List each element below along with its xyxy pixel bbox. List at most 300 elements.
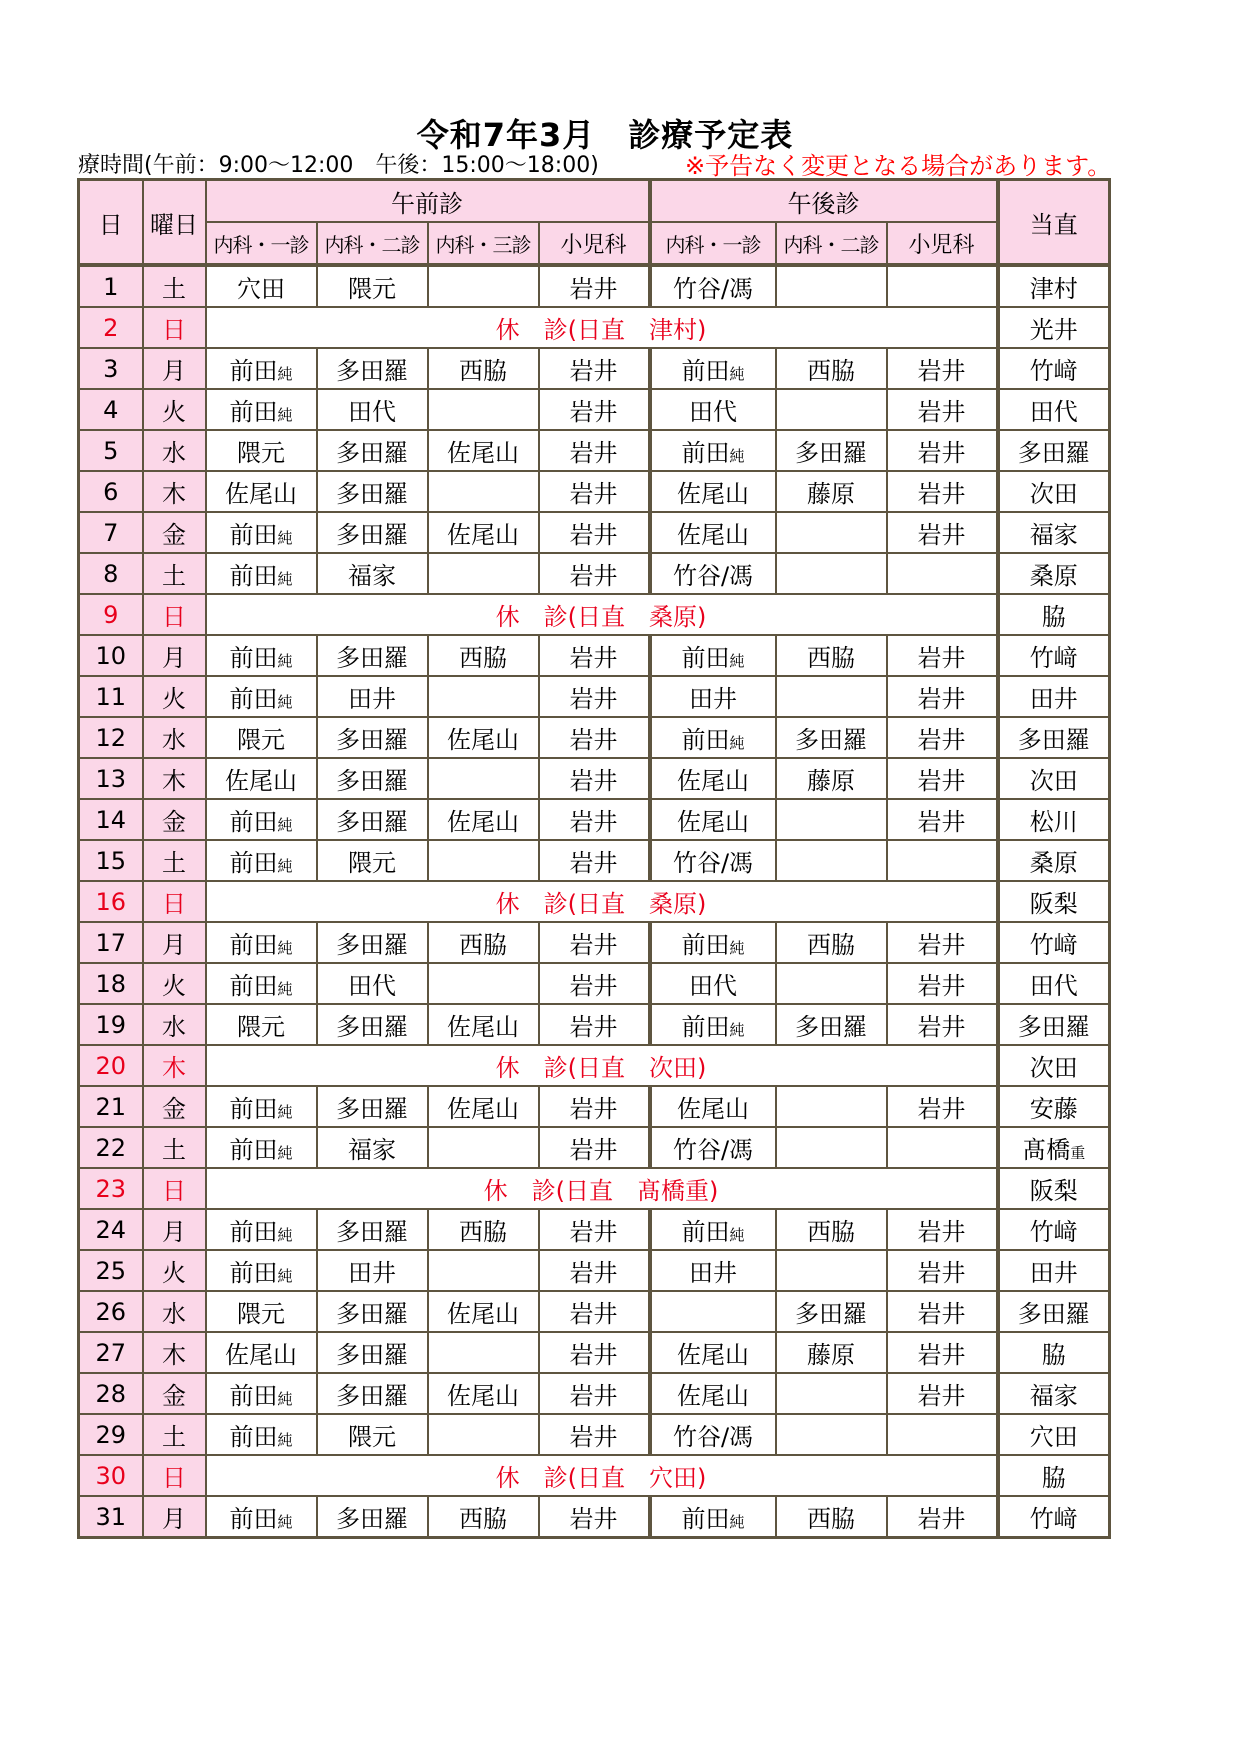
pm-cell [776,1127,887,1168]
pm-cell [776,1291,887,1332]
am-cell [539,1209,650,1250]
pm-cell [887,348,998,389]
weekday: 土 [143,840,206,881]
weekday: 月 [143,1496,206,1538]
doctor-name: 次田 [1029,480,1078,508]
holiday-notice: 休 診(日直 穴田) [206,1455,998,1496]
header-weekday: 曜日 [143,180,206,266]
page-title: 令和7年3月 診療予定表 [416,116,794,154]
day-number: 29 [79,1414,143,1455]
day-number: 9 [79,594,143,635]
table-row [79,717,1110,758]
weekday: 月 [143,1209,206,1250]
doctor-name: 田代 [689,398,737,426]
day-number: 14 [79,799,143,840]
doctor-name: 岩井 [917,1300,966,1328]
am-cell [539,1414,650,1455]
doctor-name: 竹﨑 [1029,1218,1078,1246]
am-cell [317,430,428,471]
pm-cell [887,1496,998,1538]
doctor-name: 前田 [229,644,278,672]
am-cell [206,1250,317,1291]
weekday: 火 [143,963,206,1004]
pm-cell [650,1496,776,1538]
doctor-name: 竹谷/馮 [672,562,754,590]
am-cell [317,1209,428,1250]
doctor-name-suffix: 純 [277,980,293,998]
am-cell [428,963,539,1004]
doctor-name: 田代 [689,972,737,1000]
duty-cell [998,963,1110,1004]
weekday: 月 [143,348,206,389]
weekday: 日 [143,307,206,348]
doctor-name: 岩井 [917,480,966,508]
doctor-name: 田井 [689,1259,737,1287]
table-row [79,430,1110,471]
pm-cell [776,389,887,430]
am-cell [206,799,317,840]
am-cell [428,553,539,594]
duty-cell [998,389,1110,430]
doctor-name: 岩井 [917,685,966,713]
pm-cell [776,635,887,676]
pm-cell [650,1209,776,1250]
table-row [79,1291,1110,1332]
am-cell [539,389,650,430]
doctor-name: 前田 [229,1095,278,1123]
am-cell [539,840,650,881]
am-cell [317,1291,428,1332]
doctor-name: 佐尾山 [447,521,519,549]
pm-cell [776,963,887,1004]
doctor-name: 岩井 [917,1218,966,1246]
doctor-name: 竹﨑 [1029,931,1078,959]
am-cell [539,1250,650,1291]
am-cell [317,1086,428,1127]
doctor-name: 西脇 [807,357,855,385]
day-number: 4 [79,389,143,430]
table-row [79,389,1110,430]
pm-cell [776,553,887,594]
header-duty: 当直 [998,180,1110,266]
doctor-name: 前田 [229,931,278,959]
duty-cell [998,1496,1110,1538]
doctor-name: 多田羅 [336,1095,408,1123]
doctor-name: 岩井 [569,1341,618,1369]
doctor-name-suffix: 純 [729,1513,745,1531]
doctor-name: 田井 [689,685,737,713]
header-morning: 午前診 [206,180,650,223]
doctor-name: 西脇 [807,931,855,959]
duty-cell [998,1045,1110,1086]
doctor-name: 岩井 [569,1013,618,1041]
am-cell [206,348,317,389]
duty-cell [998,1291,1110,1332]
doctor-name-suffix: 純 [277,1390,293,1408]
am-cell [317,553,428,594]
doctor-name: 岩井 [569,644,618,672]
doctor-name: 岩井 [569,1095,618,1123]
doctor-name: 多田羅 [336,480,408,508]
am-cell [206,717,317,758]
am-cell [539,758,650,799]
pm-cell [776,512,887,553]
day-number: 16 [79,881,143,922]
weekday: 火 [143,1250,206,1291]
am-cell [428,1250,539,1291]
doctor-name: 藤原 [807,767,855,795]
doctor-name: 岩井 [917,726,966,754]
doctor-name-suffix: 純 [277,1226,293,1244]
pm-cell [776,1414,887,1455]
day-number: 30 [79,1455,143,1496]
doctor-name: 多田羅 [336,1300,408,1328]
am-cell [317,1127,428,1168]
pm-cell [776,471,887,512]
doctor-name: 多田羅 [795,726,867,754]
doctor-name: 多田羅 [795,1013,867,1041]
doctor-name: 岩井 [917,767,966,795]
doctor-name: 多田羅 [336,931,408,959]
pm-cell [776,676,887,717]
doctor-name: 前田 [229,521,278,549]
pm-cell [887,553,998,594]
doctor-name: 岩井 [569,1300,618,1328]
pm-cell [650,1004,776,1045]
doctor-name: 前田 [681,1218,730,1246]
pm-cell [776,1250,887,1291]
am-cell [317,389,428,430]
table-row [79,1455,1110,1496]
table-row [79,594,1110,635]
weekday: 日 [143,1455,206,1496]
doctor-name: 竹谷/馮 [672,275,754,303]
doctor-name: 佐尾山 [677,521,749,549]
duty-cell [998,1209,1110,1250]
am-cell [206,676,317,717]
am-cell [206,1004,317,1045]
duty-cell [998,1414,1110,1455]
doctor-name: 竹谷/馮 [672,1423,754,1451]
doctor-name: 西脇 [807,1505,855,1533]
am-cell [206,758,317,799]
doctor-name: 多田羅 [336,357,408,385]
am-cell [317,758,428,799]
doctor-name: 岩井 [917,808,966,836]
weekday: 日 [143,1168,206,1209]
doctor-name: 多田羅 [336,767,408,795]
doctor-name-suffix: 純 [729,939,745,957]
am-cell [428,840,539,881]
duty-cell [998,348,1110,389]
doctor-name: 多田羅 [336,1341,408,1369]
doctor-name: 岩井 [569,275,618,303]
doctor-name: 福家 [1029,1382,1078,1410]
doctor-name: 田井 [348,1259,396,1287]
doctor-name: 多田羅 [1017,726,1090,754]
am-cell [317,512,428,553]
pm-cell [776,1332,887,1373]
table-row [79,1373,1110,1414]
duty-cell [998,471,1110,512]
duty-cell [998,922,1110,963]
doctor-name: 西脇 [807,1218,855,1246]
am-cell [428,389,539,430]
am-cell [317,717,428,758]
doctor-name-suffix: 純 [729,1021,745,1039]
header-pm-col: 小児科 [887,222,998,265]
doctor-name: 佐尾山 [225,1341,297,1369]
pm-cell [776,1086,887,1127]
am-cell [428,717,539,758]
weekday: 土 [143,1127,206,1168]
table-row [79,553,1110,594]
doctor-name: 多田羅 [336,1013,408,1041]
doctor-name: 次田 [1029,767,1078,795]
doctor-name: 竹﨑 [1029,1505,1078,1533]
doctor-name: 岩井 [569,808,618,836]
pm-cell [650,963,776,1004]
pm-cell [887,512,998,553]
doctor-name-suffix: 純 [277,652,293,670]
table-row [79,1086,1110,1127]
day-number: 27 [79,1332,143,1373]
doctor-name: 佐尾山 [447,726,519,754]
doctor-name: 佐尾山 [225,767,297,795]
duty-cell [998,635,1110,676]
am-cell [428,922,539,963]
doctor-name: 多田羅 [1017,1013,1090,1041]
am-cell [206,430,317,471]
pm-cell [776,799,887,840]
doctor-name: 前田 [229,808,278,836]
am-cell [317,348,428,389]
am-cell [317,635,428,676]
table-row [79,1168,1110,1209]
pm-cell [887,1291,998,1332]
am-cell [206,1127,317,1168]
table-row [79,348,1110,389]
doctor-name: 前田 [229,685,278,713]
pm-cell [887,471,998,512]
doctor-name: 前田 [229,562,278,590]
doctor-name: 岩井 [917,521,966,549]
am-cell [539,922,650,963]
day-number: 12 [79,717,143,758]
am-cell [317,471,428,512]
doctor-name: 前田 [681,1013,730,1041]
doctor-name: 竹谷/馮 [672,849,754,877]
holiday-notice: 休 診(日直 桑原) [206,881,998,922]
doctor-name: 竹﨑 [1029,644,1078,672]
am-cell [539,635,650,676]
doctor-name: 岩井 [569,1218,618,1246]
table-row [79,1127,1110,1168]
pm-cell [650,635,776,676]
doctor-name: 西脇 [459,931,507,959]
weekday: 火 [143,676,206,717]
doctor-name: 岩井 [569,931,618,959]
am-cell [539,471,650,512]
doctor-name: 岩井 [917,1013,966,1041]
am-cell [428,1414,539,1455]
weekday: 金 [143,512,206,553]
header-pm-col: 内科・一診 [650,222,776,265]
pm-cell [776,922,887,963]
pm-cell [887,1004,998,1045]
day-number: 15 [79,840,143,881]
weekday: 水 [143,717,206,758]
doctor-name: 松川 [1029,808,1078,836]
table-row [79,799,1110,840]
holiday-notice: 休 診(日直 桑原) [206,594,998,635]
doctor-name-suffix: 純 [277,1431,293,1449]
am-cell [428,676,539,717]
table-row [79,307,1110,348]
duty-cell [998,1455,1110,1496]
doctor-name: 岩井 [569,398,618,426]
doctor-name-suffix: 重 [1070,1144,1086,1162]
doctor-name: 福家 [348,1136,396,1164]
holiday-notice: 休 診(日直 髙橋重) [206,1168,998,1209]
doctor-name: 前田 [681,357,730,385]
am-cell [539,1127,650,1168]
pm-cell [650,430,776,471]
doctor-name: 隈元 [237,1013,285,1041]
day-number: 19 [79,1004,143,1045]
am-cell [539,430,650,471]
am-cell [317,1414,428,1455]
day-number: 25 [79,1250,143,1291]
pm-cell [887,717,998,758]
am-cell [317,799,428,840]
doctor-name: 多田羅 [336,1382,408,1410]
doctor-name-suffix: 純 [277,1144,293,1162]
doctor-name: 前田 [681,1505,730,1533]
pm-cell [887,389,998,430]
am-cell [317,840,428,881]
pm-cell [776,1209,887,1250]
day-number: 20 [79,1045,143,1086]
doctor-name: 前田 [229,1259,278,1287]
table-row [79,635,1110,676]
pm-cell [650,840,776,881]
pm-cell [650,348,776,389]
doctor-name: 隈元 [348,849,396,877]
doctor-name: 岩井 [569,849,618,877]
doctor-name: 前田 [229,398,278,426]
doctor-name: 佐尾山 [677,1095,749,1123]
doctor-name: 髙橋 [1022,1136,1071,1164]
doctor-name: 阪梨 [1029,890,1078,918]
day-number: 28 [79,1373,143,1414]
pm-cell [650,1414,776,1455]
am-cell [206,1086,317,1127]
doctor-name-suffix: 純 [729,365,745,383]
doctor-name: 前田 [681,726,730,754]
doctor-name: 前田 [229,1382,278,1410]
doctor-name: 岩井 [569,1136,618,1164]
doctor-name: 藤原 [807,480,855,508]
doctor-name: 佐尾山 [447,808,519,836]
day-number: 5 [79,430,143,471]
am-cell [428,1291,539,1332]
am-cell [317,1496,428,1538]
header-day: 日 [79,180,143,266]
weekday: 木 [143,1045,206,1086]
am-cell [206,1496,317,1538]
doctor-name-suffix: 純 [277,1267,293,1285]
am-cell [317,1332,428,1373]
doctor-name: 岩井 [569,972,618,1000]
weekday: 金 [143,1373,206,1414]
doctor-name-suffix: 純 [277,570,293,588]
doctor-name: 桑原 [1029,849,1078,877]
doctor-name: 前田 [229,1505,278,1533]
doctor-name: 佐尾山 [447,1013,519,1041]
weekday: 月 [143,635,206,676]
am-cell [428,758,539,799]
pm-cell [887,922,998,963]
am-cell [317,963,428,1004]
doctor-name: 前田 [681,931,730,959]
doctor-name: 佐尾山 [677,767,749,795]
am-cell [317,1373,428,1414]
am-cell [206,1332,317,1373]
doctor-name: 前田 [681,439,730,467]
pm-cell [887,1332,998,1373]
pm-cell [776,265,887,307]
doctor-name: 津村 [1029,275,1078,303]
header-am-col: 小児科 [539,222,650,265]
header-am-col: 内科・三診 [428,222,539,265]
am-cell [428,1373,539,1414]
doctor-name: 前田 [229,1218,278,1246]
doctor-name: 脇 [1041,1464,1066,1492]
day-number: 8 [79,553,143,594]
doctor-name: 多田羅 [1017,1300,1090,1328]
doctor-name-suffix: 純 [277,1103,293,1121]
duty-cell [998,881,1110,922]
doctor-name: 佐尾山 [225,480,297,508]
doctor-name: 多田羅 [336,439,408,467]
weekday: 木 [143,758,206,799]
am-cell [539,963,650,1004]
am-cell [539,1291,650,1332]
doctor-name-suffix: 純 [277,1513,293,1531]
doctor-name: 隈元 [348,1423,396,1451]
doctor-name: 佐尾山 [447,1300,519,1328]
doctor-name: 西脇 [459,1505,507,1533]
pm-cell [650,717,776,758]
pm-cell [776,1496,887,1538]
doctor-name: 多田羅 [336,726,408,754]
duty-cell [998,717,1110,758]
doctor-name: 脇 [1041,603,1066,631]
weekday: 水 [143,1291,206,1332]
am-cell [539,717,650,758]
am-cell [428,430,539,471]
doctor-name: 岩井 [569,521,618,549]
doctor-name-suffix: 純 [729,734,745,752]
table-row [79,471,1110,512]
doctor-name: 岩井 [569,439,618,467]
header-am-col: 内科・二診 [317,222,428,265]
duty-cell [998,676,1110,717]
am-cell [539,1332,650,1373]
am-cell [317,1004,428,1045]
am-cell [206,512,317,553]
